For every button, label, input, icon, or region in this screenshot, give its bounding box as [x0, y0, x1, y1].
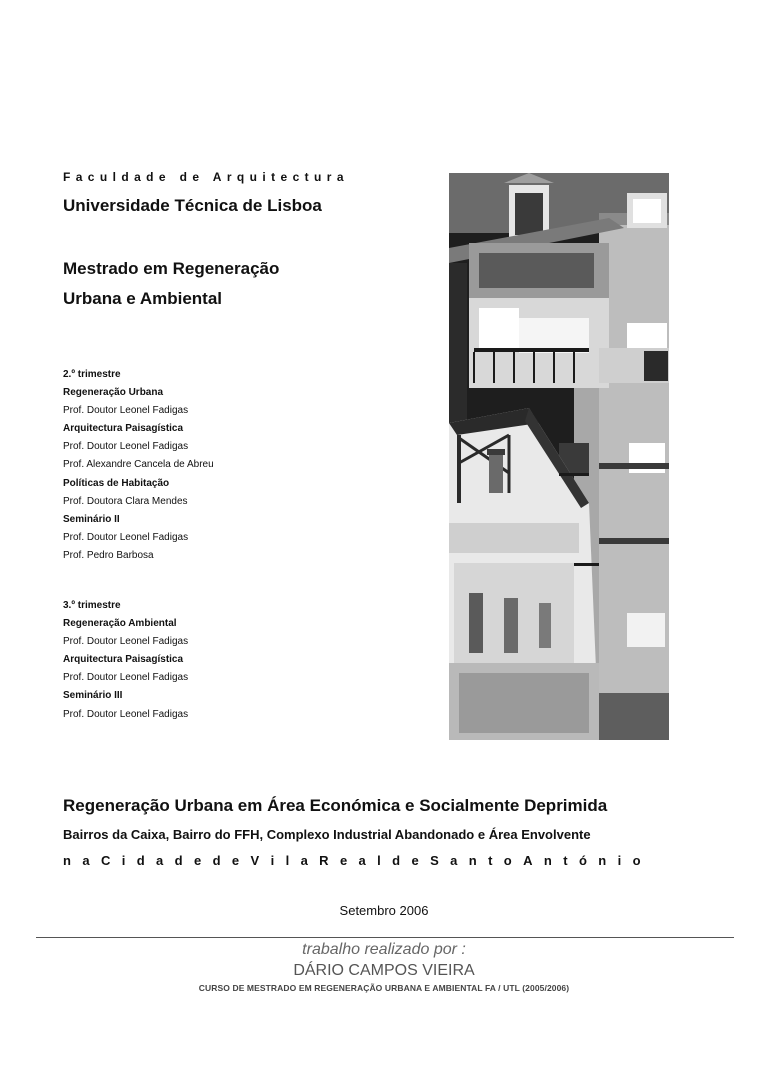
location-letter: o	[632, 853, 641, 868]
location-letter: S	[430, 853, 439, 868]
location-letter: C	[100, 853, 111, 868]
document-title: Regeneração Urbana em Área Económica e Socialmente Deprimida	[63, 796, 608, 815]
location-letter: i	[270, 853, 275, 868]
location-letter: d	[136, 853, 145, 868]
location-letter: e	[231, 853, 240, 868]
course-heading: Políticas de Habitação	[63, 477, 170, 489]
divider-line	[36, 937, 734, 938]
location-letter: n	[468, 853, 477, 868]
course-heading: Regeneração Ambiental	[63, 618, 177, 630]
location-letter: d	[212, 853, 221, 868]
location-letter: V	[250, 853, 260, 868]
location-letter: i	[121, 853, 126, 868]
trimester-3-list	[63, 597, 443, 724]
location-letter: l	[377, 853, 381, 868]
location-letter: a	[450, 853, 458, 868]
location-letter: e	[193, 853, 202, 868]
course-heading: Regeneração Urbana	[63, 387, 164, 399]
location-letter: n	[543, 853, 552, 868]
course-professor: Prof. Doutor Leonel Fadigas	[63, 672, 189, 684]
trimester-2-list	[63, 366, 443, 565]
course-professor: Prof. Doutor Leonel Fadigas	[63, 441, 189, 453]
course-professor: Prof. Doutor Leonel Fadigas	[63, 708, 189, 720]
course-heading: Arquitectura Paisagística	[63, 423, 184, 435]
course-heading: Seminário III	[63, 690, 123, 702]
location-letter: e	[339, 853, 348, 868]
location-letter: t	[563, 853, 568, 868]
course-heading: 3.º trimestre	[63, 600, 121, 611]
location-letter: l	[285, 853, 290, 868]
location-letter: a	[300, 853, 308, 868]
course-professor: Prof. Doutor Leonel Fadigas	[63, 636, 189, 648]
course-heading: 2.º trimestre	[63, 369, 121, 380]
course-professor: Prof. Alexandre Cancela de Abreu	[63, 459, 214, 471]
faculty-name: Faculdade de Arquitectura	[63, 170, 349, 184]
location-letter: n	[598, 853, 607, 868]
course-footer: CURSO DE MESTRADO EM REGENERAÇÃO URBANA E AMBIENTAL FA / UTL (2005/2006)	[198, 983, 570, 993]
location-letter: o	[503, 853, 512, 868]
location-line	[63, 853, 641, 868]
course-heading: Seminário II	[63, 513, 120, 525]
course-professor: Prof. Doutor Leonel Fadigas	[63, 405, 189, 417]
location-letter: a	[82, 853, 90, 868]
location-letter: i	[617, 853, 622, 868]
course-professor: Prof. Doutora Clara Mendes	[63, 495, 188, 507]
course-professor: Prof. Doutor Leonel Fadigas	[63, 531, 189, 543]
master-title-line-1: Mestrado em Regeneração	[63, 259, 280, 278]
location-letter: d	[392, 853, 401, 868]
location-letter: a	[156, 853, 164, 868]
location-letter: A	[523, 853, 533, 868]
document-subtitle: Bairros da Caixa, Bairro do FFH, Complexo Industrial Abandonado e Área Envolvente	[63, 827, 591, 842]
location-letter: ó	[578, 853, 587, 868]
course-professor: Prof. Pedro Barbosa	[63, 549, 154, 561]
location-letter: d	[174, 853, 183, 868]
location-letter: n	[63, 853, 71, 868]
author-name: DÁRIO CAMPOS VIEIRA	[293, 962, 475, 979]
document-date: Setembro 2006	[339, 903, 429, 918]
building-photo	[449, 173, 669, 740]
location-letter: a	[358, 853, 366, 868]
author-byline: trabalho realizado por :	[302, 941, 466, 958]
course-heading: Arquitectura Paisagística	[63, 654, 184, 666]
location-letter: e	[411, 853, 419, 868]
location-letter: t	[488, 853, 493, 868]
university-name: Universidade Técnica de Lisboa	[63, 196, 322, 215]
master-title-line-2: Urbana e Ambiental	[63, 289, 223, 308]
location-letter: R	[319, 853, 329, 868]
